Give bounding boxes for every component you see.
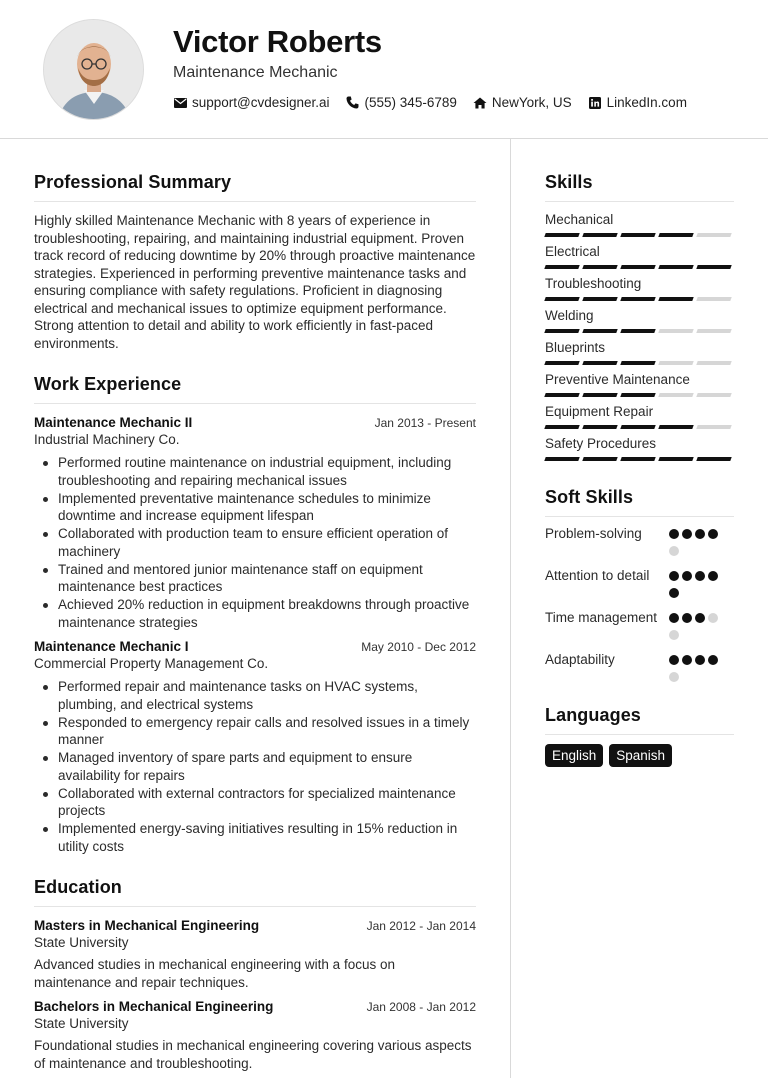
school-name: State University	[34, 1016, 129, 1031]
list-item: Responded to emergency repair calls and resolved issues in a timely manner	[58, 714, 476, 749]
soft-skill-rating	[669, 651, 725, 689]
contact-location	[473, 95, 572, 110]
skill-level-bar	[545, 393, 734, 397]
candidate-name: Victor Roberts	[173, 24, 382, 59]
skill-level-segment	[696, 265, 731, 269]
rating-dot	[669, 546, 679, 556]
skill-label: Blueprints	[545, 340, 606, 355]
job-company: Industrial Machinery Co.	[34, 432, 180, 447]
skill-level-bar	[545, 457, 734, 461]
skills-list	[545, 212, 734, 461]
skills-section	[545, 172, 734, 461]
skill-level-segment	[544, 297, 579, 301]
education-dates: Jan 2008 - Jan 2012	[366, 1000, 476, 1014]
skill-level-segment	[620, 425, 655, 429]
skill-level-segment	[544, 329, 579, 333]
list-item: Performed routine maintenance on industrial equipment, including troubleshooting and repairing mechanical issues	[58, 454, 476, 489]
sidebar-column	[545, 172, 734, 767]
person-portrait-icon	[44, 20, 144, 120]
skill-level-bar	[545, 425, 734, 429]
rating-dot	[669, 630, 679, 640]
contact-linkedin-text: LinkedIn.com	[606, 95, 687, 110]
rating-dot	[708, 613, 718, 623]
phone-icon	[346, 96, 360, 110]
skill-level-segment	[582, 393, 617, 397]
rating-dot	[708, 571, 718, 581]
degree-name: Masters in Mechanical Engineering	[34, 918, 260, 933]
skill-item	[545, 340, 734, 365]
column-divider	[510, 139, 511, 1078]
skill-level-bar	[545, 361, 734, 365]
skill-level-segment	[620, 297, 655, 301]
job-bullets	[34, 678, 476, 855]
rating-dot	[669, 655, 679, 665]
list-item: Collaborated with production team to ensure efficient operation of machinery	[58, 525, 476, 560]
resume-header	[0, 0, 768, 139]
skill-level-segment	[582, 233, 617, 237]
soft-skills-heading: Soft Skills	[545, 487, 734, 517]
envelope-icon	[173, 96, 187, 110]
contact-email[interactable]	[173, 95, 330, 110]
soft-skill-label: Attention to detail	[545, 568, 650, 583]
soft-skill-label: Time management	[545, 610, 658, 625]
job-role: Maintenance Mechanic I	[34, 639, 189, 654]
soft-skill-item	[545, 609, 734, 647]
list-item: Performed repair and maintenance tasks on HVAC systems, plumbing, and electrical systems	[58, 678, 476, 713]
rating-dot	[682, 529, 692, 539]
skill-level-segment	[658, 425, 693, 429]
languages-section	[545, 705, 734, 767]
skill-level-segment	[696, 329, 731, 333]
job-bullets	[34, 454, 476, 631]
skill-item	[545, 436, 734, 461]
skill-item	[545, 276, 734, 301]
skill-item	[545, 372, 734, 397]
profile-photo	[43, 19, 144, 120]
skill-level-segment	[658, 233, 693, 237]
contact-email-text: support@cvdesigner.ai	[192, 95, 330, 110]
rating-dot	[708, 655, 718, 665]
rating-dot	[695, 655, 705, 665]
linkedin-icon	[588, 96, 602, 110]
language-badge: English	[545, 744, 603, 767]
skill-level-bar	[545, 297, 734, 301]
skill-level-segment	[620, 361, 655, 365]
contact-location-text: NewYork, US	[491, 95, 572, 110]
skill-label: Electrical	[545, 244, 600, 259]
job-entry	[34, 415, 476, 631]
skill-level-segment	[620, 329, 655, 333]
education-dates: Jan 2012 - Jan 2014	[366, 919, 476, 933]
skill-item	[545, 308, 734, 333]
soft-skill-rating	[669, 525, 725, 563]
list-item: Collaborated with external contractors for specialized maintenance projects	[58, 785, 476, 820]
rating-dot	[669, 672, 679, 682]
skill-level-segment	[658, 297, 693, 301]
rating-dot	[695, 571, 705, 581]
skill-label: Preventive Maintenance	[545, 372, 690, 387]
soft-skill-item	[545, 567, 734, 605]
experience-heading: Work Experience	[34, 374, 476, 404]
skill-label: Safety Procedures	[545, 436, 657, 451]
rating-dot	[682, 655, 692, 665]
contact-list	[173, 95, 703, 110]
skill-level-segment	[582, 361, 617, 365]
soft-skill-rating	[669, 609, 725, 647]
job-dates: May 2010 - Dec 2012	[361, 640, 476, 654]
language-badge: Spanish	[609, 744, 672, 767]
education-heading: Education	[34, 877, 476, 907]
skill-level-segment	[696, 297, 731, 301]
skill-label: Equipment Repair	[545, 404, 654, 419]
rating-dot	[682, 613, 692, 623]
education-description: Advanced studies in mechanical engineering with a focus on maintenance and repair techniques.	[34, 957, 395, 990]
job-title: Maintenance Mechanic	[173, 64, 338, 81]
skill-level-segment	[620, 265, 655, 269]
experience-section	[34, 374, 476, 855]
skill-level-segment	[696, 425, 731, 429]
skill-level-segment	[658, 457, 693, 461]
school-name: State University	[34, 935, 129, 950]
job-dates: Jan 2013 - Present	[374, 416, 476, 430]
summary-text: Highly skilled Maintenance Mechanic with 8 years of experience in troubleshooting, repairing, and maintaining industrial equipment. Proven track record of reducing downtime by 20% through proactive maintenance strategies. Experienced in performing preventive maintenance tasks and ensuring compliance with safety regulations. Proficient in diagnosing electrical and mechanical issues to optimize equipment performance. Strong attention to detail and ability to work efficiently in fast-paced environments.	[34, 213, 476, 351]
skill-item	[545, 244, 734, 269]
soft-skills-section	[545, 487, 734, 689]
skill-level-segment	[620, 457, 655, 461]
skill-level-segment	[696, 233, 731, 237]
skill-level-bar	[545, 329, 734, 333]
list-item: Managed inventory of spare parts and equipment to ensure availability for repairs	[58, 749, 476, 784]
list-item: Trained and mentored junior maintenance staff on equipment maintenance best practices	[58, 561, 476, 596]
rating-dot	[669, 588, 679, 598]
skills-heading: Skills	[545, 172, 734, 202]
languages-heading: Languages	[545, 705, 734, 735]
skill-level-bar	[545, 265, 734, 269]
summary-section	[34, 172, 476, 352]
skill-level-segment	[620, 233, 655, 237]
contact-linkedin[interactable]	[588, 95, 687, 110]
skill-level-segment	[544, 361, 579, 365]
job-company: Commercial Property Management Co.	[34, 656, 269, 671]
list-item: Implemented preventative maintenance schedules to minimize downtime and increase equipment lifespan	[58, 490, 476, 525]
skill-level-segment	[582, 457, 617, 461]
skill-level-segment	[696, 393, 731, 397]
job-role: Maintenance Mechanic II	[34, 415, 193, 430]
contact-phone-text: (555) 345-6789	[364, 95, 457, 110]
skill-level-segment	[696, 361, 731, 365]
skill-level-segment	[658, 265, 693, 269]
skill-level-segment	[582, 265, 617, 269]
skill-level-segment	[582, 297, 617, 301]
skill-label: Troubleshooting	[545, 276, 642, 291]
education-entry	[34, 918, 476, 991]
rating-dot	[682, 571, 692, 581]
rating-dot	[669, 571, 679, 581]
contact-phone[interactable]	[346, 95, 457, 110]
soft-skill-rating	[669, 567, 725, 605]
rating-dot	[669, 529, 679, 539]
skill-level-segment	[582, 329, 617, 333]
skill-level-segment	[658, 393, 693, 397]
skill-level-segment	[696, 457, 731, 461]
skill-level-bar	[545, 233, 734, 237]
soft-skill-item	[545, 525, 734, 563]
education-entry	[34, 999, 476, 1072]
soft-skill-label: Adaptability	[545, 652, 615, 667]
list-item: Achieved 20% reduction in equipment breakdowns through proactive maintenance strategies	[58, 596, 476, 631]
list-item: Implemented energy-saving initiatives resulting in 15% reduction in utility costs	[58, 820, 476, 855]
skill-level-segment	[582, 425, 617, 429]
skill-level-segment	[658, 329, 693, 333]
skill-level-segment	[544, 265, 579, 269]
home-icon	[473, 96, 487, 110]
rating-dot	[695, 529, 705, 539]
skill-label: Mechanical	[545, 212, 614, 227]
rating-dot	[695, 613, 705, 623]
education-description: Foundational studies in mechanical engineering covering various aspects of maintenance and troubleshooting.	[34, 1038, 472, 1071]
soft-skill-item	[545, 651, 734, 689]
languages-list	[545, 744, 734, 767]
soft-skill-label: Problem-solving	[545, 526, 642, 541]
skill-level-segment	[544, 393, 579, 397]
degree-name: Bachelors in Mechanical Engineering	[34, 999, 274, 1014]
skill-label: Welding	[545, 308, 594, 323]
rating-dot	[669, 613, 679, 623]
summary-heading: Professional Summary	[34, 172, 476, 202]
main-column	[34, 172, 476, 1078]
skill-level-segment	[544, 425, 579, 429]
job-entry	[34, 639, 476, 855]
skill-item	[545, 404, 734, 429]
soft-skills-list	[545, 525, 734, 689]
skill-level-segment	[544, 457, 579, 461]
skill-item	[545, 212, 734, 237]
education-section	[34, 877, 476, 1072]
skill-level-segment	[544, 233, 579, 237]
rating-dot	[708, 529, 718, 539]
skill-level-segment	[658, 361, 693, 365]
skill-level-segment	[620, 393, 655, 397]
